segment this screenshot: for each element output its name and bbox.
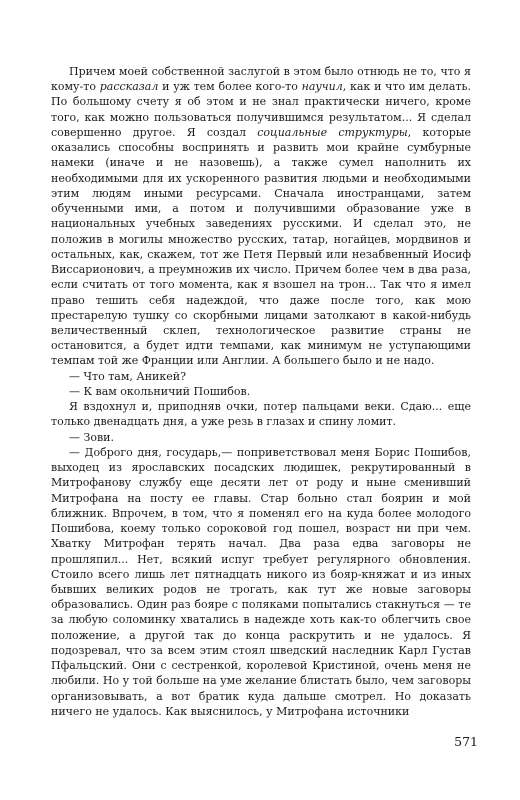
body-text xyxy=(51,64,471,719)
italic-text: социальные структуры xyxy=(257,125,408,139)
text-run: — Доброго дня, государь,— поприветствовал меня Борис Пошибов, выходец из ярославских посадских людишек, рекрутированный в Митрофанову службу еще десяти лет от роду и ныне сменивший Митрофана на посту ее главы. Стар больно стал боярин и мой ближник. Впрочем, в том, что я поменял его на куда более молодого Пошибова, коему только сороковой год пошел, возраст ни при чем. Хватку Митрофан терять начал. Два раза едва заговоры не прошляпил... Нет, всякий испуг требует регулярного обновления. Стоило всего лишь лет пятнадцать никого из бояр-княжат и из иных бывших великих родов не трогать, как тут же новые заговоры образовались. Один раз бояре с поляками попытались стакнуться — те за любую соломинку хватались в надежде хоть как-то облегчить свое положение, а другой так до конца раскрутить и не удалось. Я подозревал, что за всем этим стоял шведский наследник Карл Густав Пфальцский. Они с сестренкой, королевой Кристиной, очень меня не любили. Но у той больше на уме желание блистать было, чем заговоры организовывать, а вот братик куда дальше смотрел. Но доказать ничего не удалось. Как выяснилось, у Митрофана источники xyxy=(51,445,471,718)
paragraph xyxy=(51,399,471,429)
text-run: Причем моей собственной заслугой в этом было отнюдь не то, что я кому-то xyxy=(51,65,471,94)
text-run: и уж тем более кого-то xyxy=(158,80,302,94)
paragraph xyxy=(51,384,471,399)
text-run: , которые оказались способны воспринять и развить мои крайне сумбурные намеки (иначе и не назовешь), а также сумел наполнить их необходимыми для их ускоренного развития людьми и необходимыми этим людям иными ресурсами. Сначала иностранцами, затем обученными ими, а потом и получившими образование уже в национальных учебных заведениях русскими. И сделал это, не положив в могилы множество русских, татар, ногайцев, мордвинов и остальных, как, скажем, тот же Петя Первый или незабвенный Иосиф Виссарионович, а преумножив их число. Причем более чем в два раза, если считать от того момента, как я взошел на трон... Так что я имел право тешить себя надеждой, что даже после того, как мою престарелую тушку со скорбными лицами затолкают в какой-нибудь величественный склеп, технологическое развитие страны не остановится, а будет идти темпами, как минимум не уступающими темпам той же Франции или Англии. А большего было и не надо. xyxy=(51,125,472,368)
paragraph xyxy=(51,430,471,445)
text-run: — К вам окольничий Пошибов. xyxy=(69,384,251,398)
italic-text: рассказал xyxy=(99,80,159,94)
page-number: 571 xyxy=(454,734,478,749)
paragraph xyxy=(51,369,471,384)
italic-text: научил xyxy=(301,80,343,94)
paragraph xyxy=(51,445,471,719)
text-run: — Что там, Аникей? xyxy=(69,369,187,383)
text-run: , как и что им делать. По большому счету я об этом и не знал практически ничего, кроме того, как можно пользоваться получившимся результатом... Я сделал совершенно другое. Я создал xyxy=(51,80,471,139)
paragraph xyxy=(51,64,471,369)
text-run: Я вздохнул и, приподняв очки, потер пальцами веки. Сдаю... еще только двенадцать дня, а уже резь в глазах и спину ломит. xyxy=(51,400,471,429)
text-run: — Зови. xyxy=(69,430,114,444)
